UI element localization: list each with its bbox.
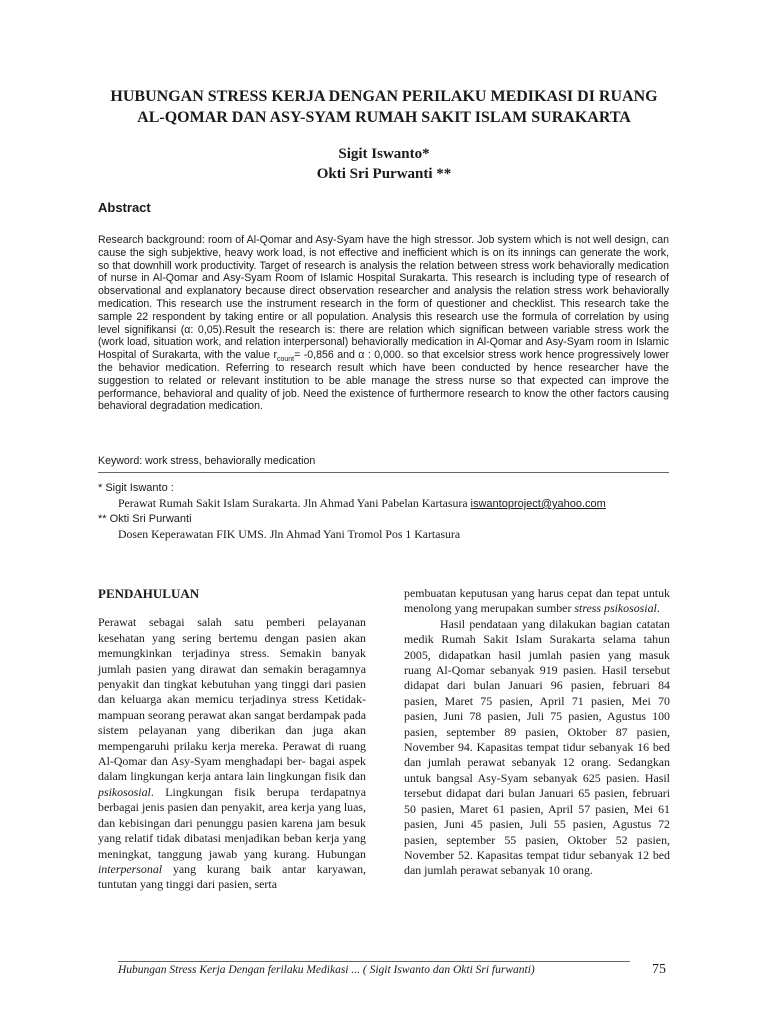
footnote-divider <box>98 472 669 473</box>
keywords: Keyword: work stress, behaviorally medication <box>98 455 316 467</box>
paragraph-intro-1 <box>98 615 366 892</box>
abstract-body <box>98 234 669 413</box>
section-heading: PENDAHULUAN <box>98 586 200 601</box>
paragraph-continued <box>404 586 670 617</box>
author-1: Sigit Iswanto* <box>338 146 430 162</box>
left-column <box>98 586 366 893</box>
footnote-author-2-label: ** Okti Sri Purwanti <box>98 513 192 525</box>
title-line-1: HUBUNGAN STRESS KERJA DENGAN PERILAKU MEDIKASI DI RUANG <box>110 88 658 105</box>
right-column <box>404 586 670 879</box>
footnote-author-2-affiliation: Dosen Keperawatan FIK UMS. Jln Ahmad Yani Tromol Pos 1 Kartasura <box>118 527 461 541</box>
abstract-heading: Abstract <box>98 200 151 215</box>
italic-term: psikososial <box>98 784 151 799</box>
italic-term: interpersonal <box>98 861 163 876</box>
author-2: Okti Sri Purwanti ** <box>316 166 452 182</box>
abstract-text-part-1: Research background: room of Al-Qomar and Asy-Syam have the high stressor. Job system which is not well design, can cause the sigh subjektive, heavy work load, is not effective and inefficient which is on its innings can generate the work, so that downhill work productivity. Target of research is analysis the relation between stress work behaviorally medication of nurse in Al-Qomar and Asy-Syam Room of Islamic Hospital Surakarta. This research is including type of research of observational and explanatory because direct observation researcher and analysis the relation stress work behaviorally medication. This research use the instrument research in the form of questioner and checklist. This research take the sample 22 respondent by taking entire or all population. Analysis this research use the formula of correlation by using level signifikansi (α: 0,05).Result the research is: there are relation which significan between variable stress work the (work load, situation work, and relation interpersonal) behaviorally medication in Al-Qomar and Asy-Syam room in Islamic Hospital of Surakarta, with the value r <box>98 234 669 362</box>
italic-term: stress psikososial <box>574 601 657 616</box>
para-text: Perawat sebagai salah satu pemberi pelayanan kesehatan yang sering bertemu dengan pasien akan memungkinkan terjadinya stress. Semakin banyak jumlah pasien yang dirawat dan semakin beragamnya penyakit dan tingkat kebutuhan yang tinggi dari pasien dan keluarga akan memicu terjadinya stress Ketidak- mampuan seorang perawat akan sangat berdampak pada sistem pelayanan yang diberikan dan juga akan mempengaruhi prilaku kerja mereka. Perawat di ruang Al-Qomar dan Asy-Syam menghadapi ber- bagai aspek dalam lingkungan kerja antara lain lingkungan fisik dan <box>98 615 366 784</box>
abstract-text-part-2: = -0,856 and α : 0,000. so that excelsior stress work hence progressively lower the behavior medication. Referring to research result which have been conducted by hence researcher have the suggestion to related or relevant institution to be able manage the stress nurse so that expected can improve the performance, behavioral and quality of job. Need the existence of furthermore research to know the other factors causing behavioral degradation medication. <box>98 349 669 413</box>
paragraph-data-summary: Hasil pendataan yang dilakukan bagian catatan medik Rumah Sakit Islam Surakarta selama tahun 2005, didapatkan hasil jumlah pasien yang masuk ruang Al-Qomar sebanyak 919 pasien. Hasil tersebut didapat dari bulan Januari 96 pasien, februari 84 pasien, Maret 75 pasien, April 71 pasien, Mei 70 pasien, Juni 78 pasien, Juli 75 pasien, Agustus 100 pasien, september 89 pasien, Oktober 87 pasien, November 94. Kapasitas tempat tidur sebanyak 16 bed dan jumlah perawat sebanyak 12 orang. Sedangkan untuk bangsal Asy-Syam sebanyak 625 pasien. Hasil tersebut didapat dari bulan Januari 65 pasien, februari 50 pasien, Maret 61 pasien, April 57 pasien, Mei 61 pasien, Juni 45 pasien, Juli 55 pasien, Agustus 72 pasien, september 55 pasien, Oktober 52 pasien, November 52. Kapasitas tempat tidur sebanyak 12 bed dan jumlah perawat sebanyak 10 orang. <box>404 616 670 878</box>
page-number: 75 <box>652 962 666 977</box>
author-block <box>60 144 708 184</box>
footnote-author-1-label: * Sigit Iswanto : <box>98 482 174 494</box>
para-text: yang kurang baik antar karyawan, tuntutan yang tinggi dari pasien, serta <box>98 861 366 892</box>
paper-title <box>60 86 708 128</box>
running-footer: Hubungan Stress Kerja Dengan ferilaku Medikasi ... ( Sigit Iswanto dan Okti Sri furwanti) <box>118 964 535 976</box>
footnote-author-1-address: Perawat Rumah Sakit Islam Surakarta. Jln Ahmad Yani Pabelan Kartasura <box>118 496 471 510</box>
para-text: . Lingkungan fisik berupa terdapatnya berbagai jenis pasien dan penyakit, area kerja yang luas, dan kebisingan dari penunggu pasien karena jam besuk yang relatif tidak dibatasi menjadikan beban kerja yang meningkat, tanggung jawab yang kurang. Hubungan <box>98 784 366 861</box>
para-text: pembuatan keputusan yang harus cepat dan tepat untuk menolong yang merupakan sumber <box>404 586 670 616</box>
author-email-link[interactable]: iswantoproject@yahoo.com <box>470 498 606 510</box>
author-footnotes <box>98 481 678 542</box>
abstract-subscript: count <box>276 356 295 364</box>
para-text: . <box>656 601 660 616</box>
title-line-2: AL-QOMAR DAN ASY-SYAM RUMAH SAKIT ISLAM SURAKARTA <box>137 109 631 126</box>
footer-divider <box>118 961 630 962</box>
footnote-author-1-affiliation <box>98 496 678 512</box>
